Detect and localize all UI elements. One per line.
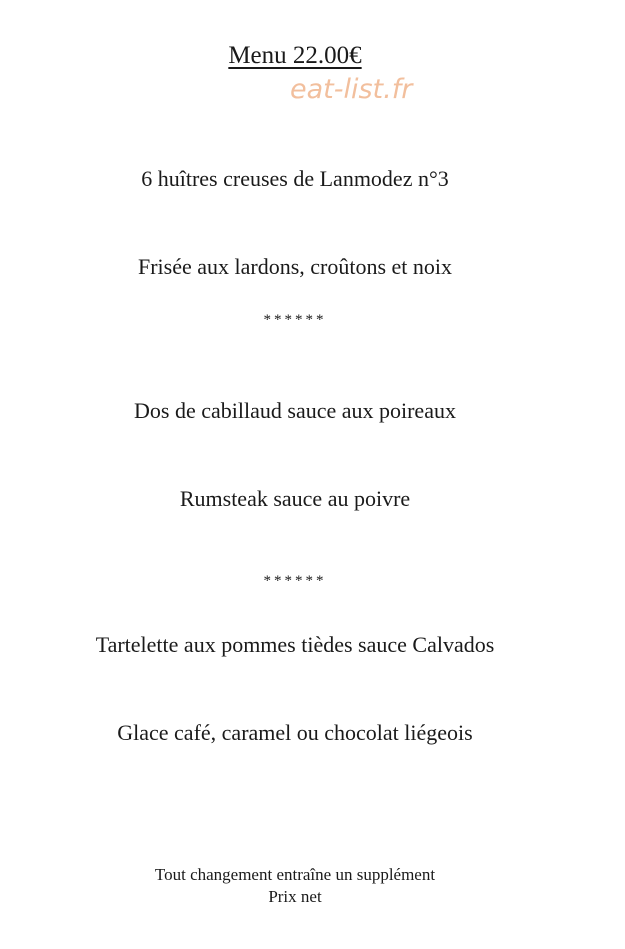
main-course-item: Dos de cabillaud sauce aux poireaux bbox=[134, 398, 456, 423]
starter-item: 6 huîtres creuses de Lanmodez n°3 bbox=[141, 166, 449, 191]
menu-title: Menu 22.00€ bbox=[228, 42, 362, 69]
section-separator: ****** bbox=[263, 573, 327, 589]
main-course-item: Rumsteak sauce au poivre bbox=[179, 486, 411, 511]
dessert-item: Tartelette aux pommes tièdes sauce Calvados bbox=[95, 632, 495, 657]
footer-price-note: Prix net bbox=[268, 887, 322, 906]
starter-item: Frisée aux lardons, croûtons et noix bbox=[137, 254, 453, 279]
dessert-item: Glace café, caramel ou chocolat liégeois bbox=[117, 720, 473, 745]
section-separator: ****** bbox=[263, 312, 327, 328]
watermark-logo: eat-list.fr bbox=[290, 74, 413, 105]
footer-note: Tout changement entraîne un supplément bbox=[154, 865, 436, 884]
